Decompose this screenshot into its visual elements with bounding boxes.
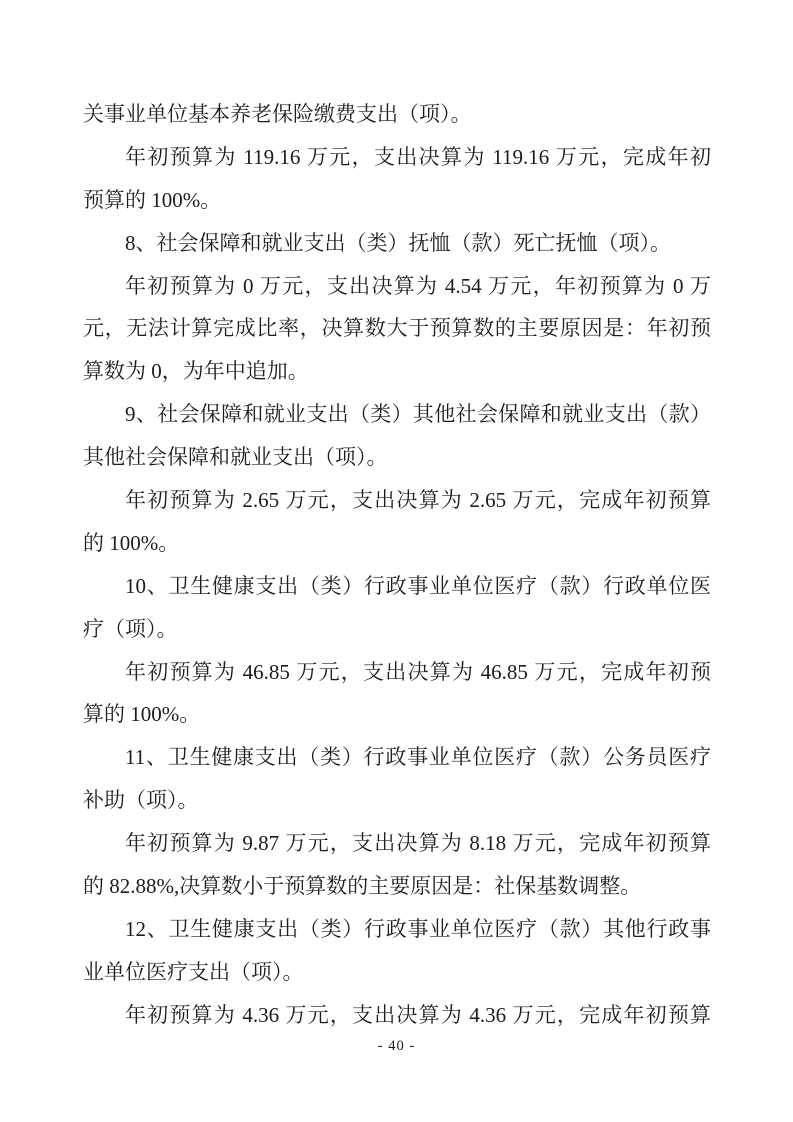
text-line: 算数为 0，为年中追加。 <box>83 359 309 384</box>
text-line: 疗（项）。 <box>83 616 178 641</box>
text-line: 预算的 100%。 <box>83 187 222 212</box>
text-line: 元，无法计算完成比率，决算数大于预算数的主要原因是：年初预 <box>83 316 711 341</box>
text-line: 补助（项）。 <box>83 788 199 813</box>
document-body <box>83 93 711 1037</box>
text-line: 年初预算为 4.36 万元，支出决算为 4.36 万元，完成年初预算 <box>125 1002 711 1027</box>
page-number: - 40 - <box>377 1038 416 1054</box>
text-line: 算的 100%。 <box>83 702 201 727</box>
text-line: 年初预算为 2.65 万元，支出决算为 2.65 万元，完成年初预算 <box>125 488 711 513</box>
text-line: 12、卫生健康支出（类）行政事业单位医疗（款）其他行政事 <box>125 916 711 941</box>
text-line: 年初预算为 46.85 万元，支出决算为 46.85 万元，完成年初预 <box>125 659 711 684</box>
text-line: 业单位医疗支出（项）。 <box>83 959 304 984</box>
text-line: 年初预算为 119.16 万元，支出决算为 119.16 万元，完成年初 <box>125 144 711 169</box>
text-line: 9、社会保障和就业支出（类）其他社会保障和就业支出（款） <box>125 402 711 427</box>
text-line: 年初预算为 9.87 万元，支出决算为 8.18 万元，完成年初预算 <box>125 831 711 856</box>
text-line: 关事业单位基本养老保险缴费支出（项）。 <box>83 102 472 126</box>
text-line: 的 82.88%,决算数小于预算数的主要原因是：社保基数调整。 <box>83 874 642 899</box>
text-line: 其他社会保障和就业支出（项）。 <box>83 445 388 470</box>
text-line: 8、社会保障和就业支出（类）抚恤（款）死亡抚恤（项）。 <box>125 230 671 255</box>
text-line: 的 100%。 <box>83 530 180 555</box>
text-line: 年初预算为 0 万元，支出决算为 4.54 万元，年初预算为 0 万 <box>125 273 711 298</box>
text-line: 10、卫生健康支出（类）行政事业单位医疗（款）行政单位医 <box>125 573 711 598</box>
text-line: 11、卫生健康支出（类）行政事业单位医疗（款）公务员医疗 <box>125 745 711 770</box>
